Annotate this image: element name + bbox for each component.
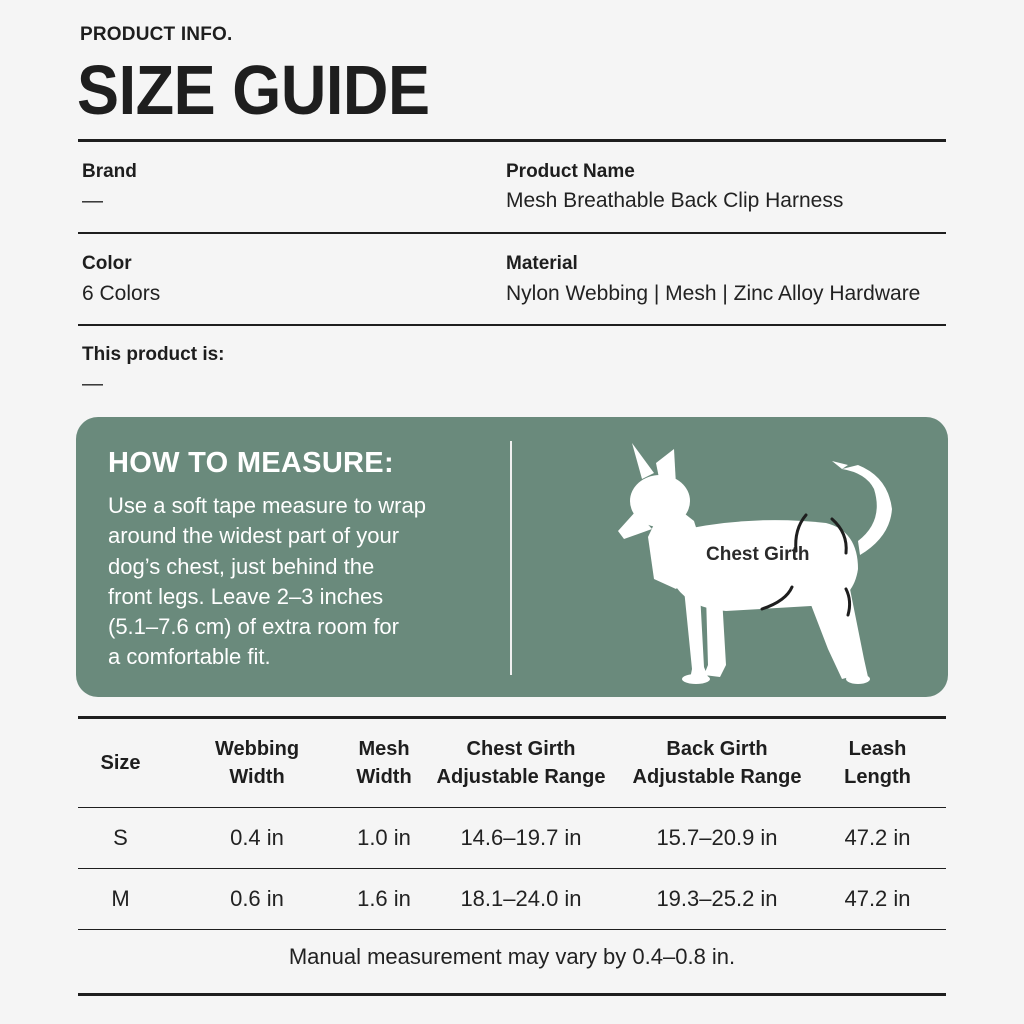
chest-girth-label: Chest Girth [706,544,810,565]
column-header-line: Chest Girth [466,738,576,760]
measure-text-line: a comfortable fit. [108,644,271,670]
measure-text-line: around the widest part of your [108,523,400,549]
product-is-value: — [82,372,103,395]
measure-text-line: (5.1–7.6 cm) of extra room for [108,614,399,640]
cell-webbing-width: 0.4 in [163,808,351,869]
brand-value: — [82,189,103,212]
size-table [78,716,946,930]
info-divider [78,324,946,326]
column-header-line: Width [356,766,412,788]
cell-mesh-width: 1.0 in [351,808,417,869]
column-header-line: Width [229,766,285,788]
measure-text-line: front legs. Leave 2–3 inches [108,583,384,609]
cell-size: S [78,808,163,869]
column-header-line: Mesh [358,738,410,760]
column-header-mesh-width [351,718,417,808]
column-header-line: Webbing [214,738,300,760]
table-row [78,869,946,930]
color-value: 6 Colors [82,282,161,305]
measurement-note: Manual measurement may vary by 0.4–0.8 in. [288,944,736,969]
column-header-back-girth [625,718,809,808]
column-header-line: Adjustable Range [632,766,802,788]
how-to-measure-panel [76,417,948,697]
header-kicker: PRODUCT INFO. [80,24,233,45]
cell-back-girth: 19.3–25.2 in [625,869,809,930]
how-to-measure-text [108,491,478,673]
column-header-line: Length [844,766,911,788]
column-header-line: Leash [848,738,907,760]
column-header-line: Size [100,752,141,774]
how-to-measure-heading: HOW TO MEASURE: [108,447,394,479]
column-header-size [78,718,163,808]
column-header-line: Back Girth [666,738,768,760]
cell-back-girth: 15.7–20.9 in [625,808,809,869]
product-name-value: Mesh Breathable Back Clip Harness [506,189,844,212]
column-header-chest-girth [417,718,625,808]
column-header-webbing-width [163,718,351,808]
column-header-line: Adjustable Range [436,766,606,788]
bottom-rule [78,993,946,996]
material-value: Nylon Webbing | Mesh | Zinc Alloy Hardware [506,282,921,305]
cell-size: M [78,869,163,930]
info-divider [78,232,946,234]
size-table-header-row [78,718,946,808]
cell-chest-girth: 14.6–19.7 in [417,808,625,869]
cell-mesh-width: 1.6 in [351,869,417,930]
color-label: Color [82,253,132,274]
measure-text-line: dog’s chest, just behind the [108,553,375,579]
cell-leash-length: 47.2 in [809,869,946,930]
page-title: SIZE GUIDE [77,51,430,129]
cell-leash-length: 47.2 in [809,808,946,869]
cell-chest-girth: 18.1–24.0 in [417,869,625,930]
column-header-leash-length [809,718,946,808]
product-name-label: Product Name [506,161,635,182]
table-row [78,808,946,869]
title-rule [78,139,946,142]
cell-webbing-width: 0.6 in [163,869,351,930]
product-is-label: This product is: [82,344,225,365]
material-label: Material [506,253,578,274]
brand-label: Brand [82,161,137,182]
panel-divider [510,441,512,675]
measure-text-line: Use a soft tape measure to wrap [108,493,426,518]
